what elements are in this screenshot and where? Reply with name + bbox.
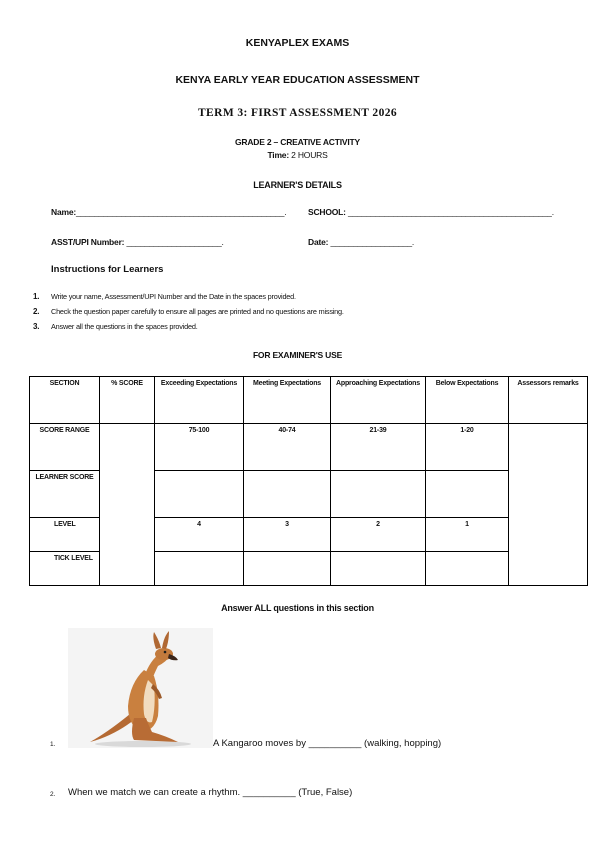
level-meeting: 3 [244, 518, 331, 552]
tick-level-cell[interactable] [331, 552, 426, 586]
question-text: A Kangaroo moves by __________ (walking, hopping) [213, 738, 442, 749]
range-approaching: 21-39 [331, 424, 426, 471]
learner-score-cell[interactable] [331, 471, 426, 518]
school-blank[interactable]: _____________________________________________. [347, 207, 554, 217]
assessor-remarks-cell[interactable] [509, 424, 588, 586]
term-title: TERM 3: FIRST ASSESSMENT 2026 [197, 107, 398, 119]
school-label: SCHOOL: [308, 207, 346, 217]
header-section: SECTION [30, 377, 100, 424]
header-score: % SCORE [100, 377, 155, 424]
tick-level-cell[interactable] [244, 552, 331, 586]
question-number: 2. [50, 791, 56, 798]
tick-level-cell[interactable] [426, 552, 509, 586]
learner-score-cell[interactable] [426, 471, 509, 518]
header-remarks: Assessors remarks [509, 377, 588, 424]
instruction-number: 3. [33, 322, 40, 331]
header-approaching: Approaching Expectations [331, 377, 426, 424]
table-header-row [30, 377, 588, 424]
instruction-text: Check the question paper carefully to ensure all pages are printed and no questions are missing. [51, 307, 344, 316]
name-label: Name: [51, 207, 76, 217]
header-exceeding: Exceeding Expectations [155, 377, 244, 424]
level-exceeding: 4 [155, 518, 244, 552]
learner-details-heading: LEARNER'S DETAILS [253, 180, 342, 190]
level-below: 1 [426, 518, 509, 552]
tick-level-cell[interactable] [155, 552, 244, 586]
date-field[interactable] [308, 237, 414, 247]
instruction-number: 2. [33, 307, 40, 316]
org-title: KENYAPLEX EXAMS [245, 37, 350, 49]
assessment-title: KENYA EARLY YEAR EDUCATION ASSESSMENT [175, 74, 420, 86]
row-label-score-range: SCORE RANGE [30, 424, 100, 471]
learner-score-cell[interactable] [155, 471, 244, 518]
upi-blank[interactable]: _____________________. [126, 237, 224, 247]
section-instruction: Answer ALL questions in this section [221, 603, 374, 613]
time-label: Time: [267, 150, 289, 160]
row-label-level: LEVEL [30, 518, 100, 552]
instruction-text: Write your name, Assessment/UPI Number and the Date in the spaces provided. [51, 292, 296, 301]
range-meeting: 40-74 [244, 424, 331, 471]
examiner-table [29, 376, 588, 586]
level-approaching: 2 [331, 518, 426, 552]
row-label-learner-score: LEARNER SCORE [30, 471, 100, 518]
learner-score-cell[interactable] [244, 471, 331, 518]
upi-label: ASST/UPI Number: [51, 237, 125, 247]
instruction-number: 1. [33, 292, 40, 301]
name-field[interactable] [51, 207, 286, 217]
table-row [30, 424, 588, 471]
grade-subject: GRADE 2 – CREATIVE ACTIVITY [235, 137, 360, 147]
range-exceeding: 75-100 [155, 424, 244, 471]
upi-field[interactable] [51, 237, 224, 247]
row-label-tick-level: TICK LEVEL [30, 552, 100, 586]
name-blank[interactable]: ______________________________________________. [75, 207, 287, 217]
instruction-text: Answer all the questions in the spaces provided. [51, 322, 198, 331]
examiner-title: FOR EXAMINER'S USE [252, 350, 343, 360]
kangaroo-image [68, 628, 213, 748]
time-line [0, 150, 595, 160]
instructions-title: Instructions for Learners [51, 264, 164, 275]
question-number: 1. [50, 741, 56, 748]
time-value: 2 HOURS [291, 150, 328, 160]
kangaroo-icon [68, 628, 213, 748]
school-field[interactable] [308, 207, 554, 217]
date-label: Date: [308, 237, 329, 247]
header-below: Below Expectations [426, 377, 509, 424]
question-text: When we match we can create a rhythm. __________ (True, False) [68, 787, 353, 798]
range-below: 1-20 [426, 424, 509, 471]
percent-score-cell[interactable] [100, 424, 155, 586]
date-blank[interactable]: __________________. [330, 237, 415, 247]
header-meeting: Meeting Expectations [244, 377, 331, 424]
